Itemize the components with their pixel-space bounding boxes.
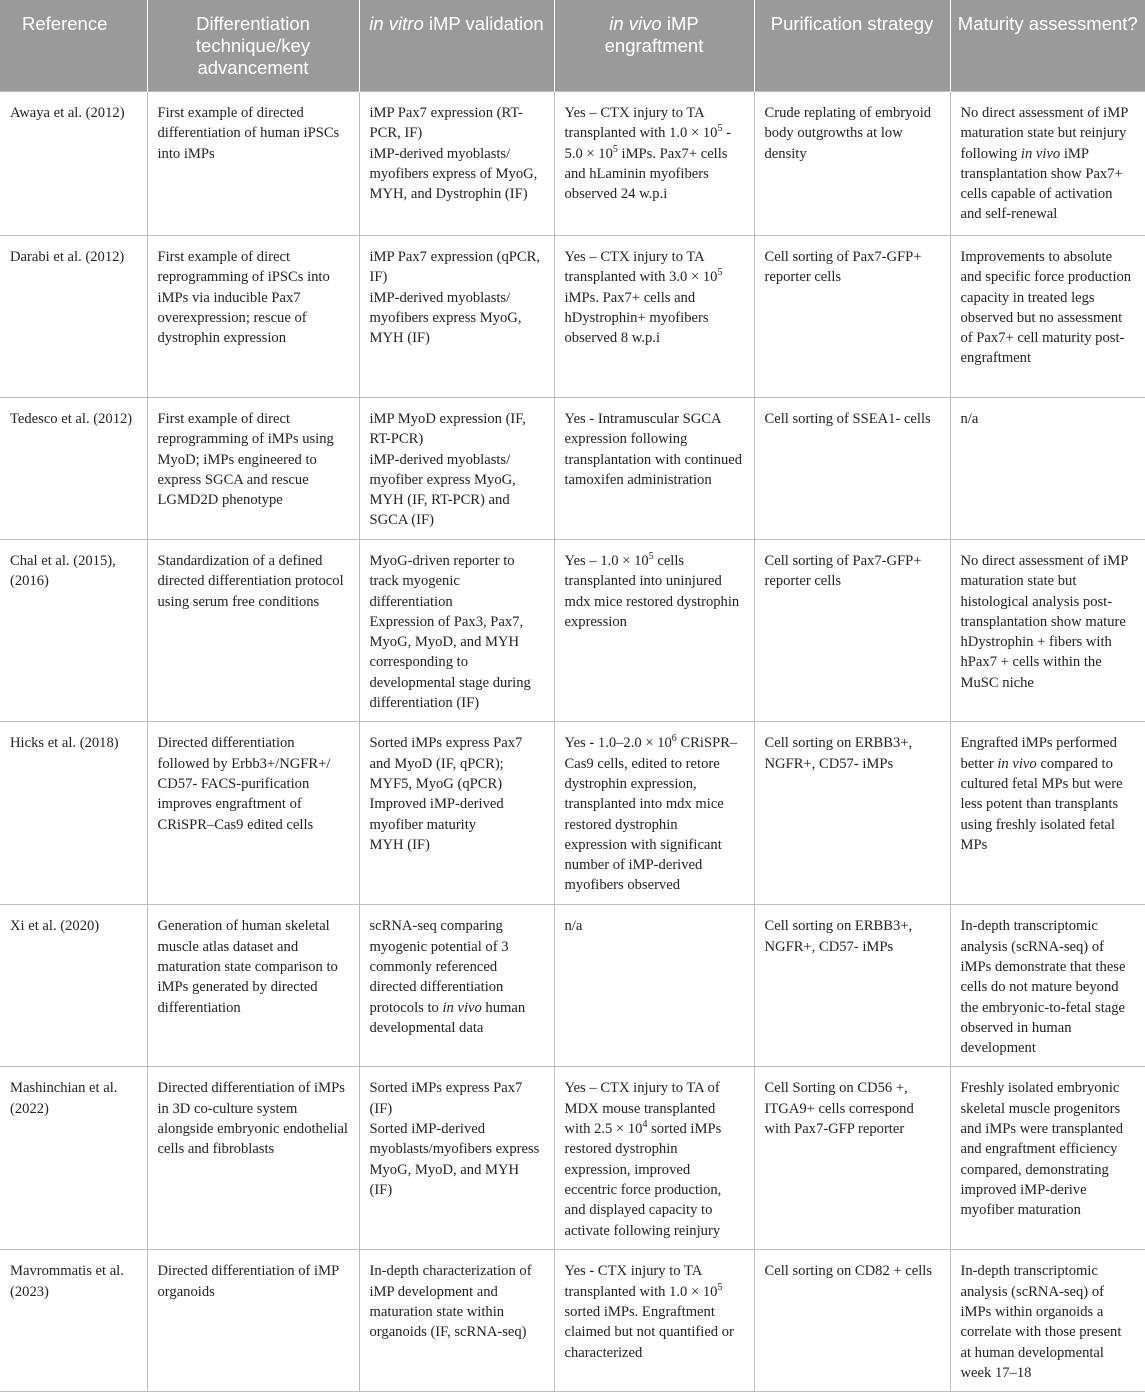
in-vitro-validation-cell: Sorted iMPs express Pax7 (IF) Sorted iMP-derived myoblasts/myofibers express MyoG, MyoD, and MYH (IF) [359,1067,554,1250]
technique-cell: First example of direct reprogramming of iMPs using MyoD; iMPs engineered to express SGCA and rescue LGMD2D phenotype [147,398,359,540]
table-row [0,398,1145,540]
table-body [0,92,1145,1392]
in-vivo-engraftment-cell: Yes – CTX injury to TA of MDX mouse transplanted with $2.5 \times 10^4$ sorted iMPs restored dystrophin expression, improved eccentric force production, and displayed capacity to activate following reinjury [554,1067,754,1250]
purification-cell: Cell sorting on CD82 + cells [754,1250,950,1392]
in-vivo-engraftment-cell: Yes - Intramuscular SGCA expression following transplantation with continued tamoxifen administration [554,398,754,540]
purification-cell: Cell sorting of SSEA1- cells [754,398,950,540]
header-purification: Purification strategy [754,0,950,92]
in-vivo-engraftment-cell: Yes - $1.0-2.0 \times 10^6$ CRiSPR–Cas9 cells, edited to retore dystrophin expression, transplanted into mdx mice restored dystrophin expression with significant number of iMP-derived myofibers observed [554,722,754,905]
maturity-cell: n/a [950,398,1145,540]
reference-cell: Chal et al. (2015), (2016) [0,540,147,722]
in-vitro-validation-cell: iMP Pax7 expression (RT-PCR, IF) iMP-derived myoblasts/ myofibers express of MyoG, MYH, and Dystrophin (IF) [359,92,554,236]
in-vivo-engraftment-cell: Yes – CTX injury to TA transplanted with $1.0 \times 10^5 - 5.0 \times 10^5$ iMPs. Pax7+ cells and hLaminin myofibers observed 24 w.p.i [554,92,754,236]
table-row [0,905,1145,1067]
reference-cell: Mavrommatis et al. (2023) [0,1250,147,1392]
header-technique: Differentiation technique/key advancement [147,0,359,92]
header-in-vivo-engraftment [554,0,754,92]
maturity-cell: Freshly isolated embryonic skeletal muscle progenitors and iMPs were transplanted and engraftment efficiency compared, demonstrating improved iMP-derive myofiber maturation [950,1067,1145,1250]
reference-cell: Mashinchian et al. (2022) [0,1067,147,1250]
maturity-cell: In-depth transcriptomic analysis (scRNA-seq) of iMPs demonstrate that these cells do not mature beyond the embryonic-to-fetal stage observed in human development [950,905,1145,1067]
purification-cell: Cell Sorting on CD56 +, ITGA9+ cells correspond with Pax7-GFP reporter [754,1067,950,1250]
header-in-vitro-validation [359,0,554,92]
maturity-cell: In-depth transcriptomic analysis (scRNA-seq) of iMPs within organoids a correlate with those present at human developmental week 17–18 [950,1250,1145,1392]
header-in-vivo-rest: iMP engraftment [604,13,704,56]
technique-cell: Directed differentiation of iMP organoids [147,1250,359,1392]
in-vitro-validation-cell: Sorted iMPs express Pax7 and MyoD (IF, qPCR); MYF5, MyoG (qPCR) Improved iMP-derived myofiber maturity MYH (IF) [359,722,554,905]
header-in-vitro-rest: iMP validation [423,13,544,34]
table-row [0,236,1145,398]
maturity-cell: Improvements to absolute and specific force production capacity in treated legs observed but no assessment of Pax7+ cell maturity post-engraftment [950,236,1145,398]
reference-cell: Tedesco et al. (2012) [0,398,147,540]
table-row [0,722,1145,905]
header-maturity: Maturity assessment? [950,0,1145,92]
purification-cell: Cell sorting on ERBB3+, NGFR+, CD57- iMPs [754,905,950,1067]
table-row [0,1250,1145,1392]
reference-cell: Xi et al. (2020) [0,905,147,1067]
purification-cell: Crude replating of embryoid body outgrowths at low density [754,92,950,236]
reference-cell: Awaya et al. (2012) [0,92,147,236]
technique-cell: First example of direct reprogramming of iPSCs into iMPs via inducible Pax7 overexpression; rescue of dystrophin expression [147,236,359,398]
table-row [0,1067,1145,1250]
in-vivo-engraftment-cell: Yes – $1.0 \times 10^5$ cells transplanted into uninjured mdx mice restored dystrophin expression [554,540,754,722]
in-vitro-validation-cell: scRNA-seq comparing myogenic potential of 3 commonly referenced directed differentiation protocols to in vivo human developmental data [359,905,554,1067]
header-reference: Reference [0,0,147,92]
technique-cell: First example of directed differentiation of human iPSCs into iMPs [147,92,359,236]
in-vitro-validation-cell: In-depth characterization of iMP development and maturation state within organoids (IF, scRNA-seq) [359,1250,554,1392]
maturity-cell: No direct assessment of iMP maturation state but histological analysis post-transplantation show mature hDystrophin + fibers with hPax7 + cells within the MuSC niche [950,540,1145,722]
in-vitro-validation-cell: iMP MyoD expression (IF, RT-PCR) iMP-derived myoblasts/ myofiber express MyoG, MYH (IF, RT-PCR) and SGCA (IF) [359,398,554,540]
header-in-vivo-italic: in vivo [609,13,662,34]
in-vivo-engraftment-cell: Yes - CTX injury to TA transplanted with $1.0 \times 10^5$ sorted iMPs. Engraftment claimed but not quantified or characterized [554,1250,754,1392]
purification-cell: Cell sorting on ERBB3+, NGFR+, CD57- iMPs [754,722,950,905]
purification-cell: Cell sorting of Pax7-GFP+ reporter cells [754,236,950,398]
technique-cell: Directed differentiation followed by Erbb3+/NGFR+/ CD57- FACS-purification improves engraftment of CRiSPR–Cas9 edited cells [147,722,359,905]
maturity-cell: Engrafted iMPs performed better in vivo compared to cultured fetal MPs but were less potent than transplants using freshly isolated fetal MPs [950,722,1145,905]
in-vivo-engraftment-cell: n/a [554,905,754,1067]
technique-cell: Standardization of a defined directed differentiation protocol using serum free conditions [147,540,359,722]
reference-cell: Darabi et al. (2012) [0,236,147,398]
in-vivo-engraftment-cell: Yes – CTX injury to TA transplanted with $3.0 \times 10^5$ iMPs. Pax7+ cells and hDystrophin+ myofibers observed 8 w.p.i [554,236,754,398]
maturity-cell: No direct assessment of iMP maturation state but reinjury following in vivo iMP transplantation show Pax7+ cells capable of activation and self-renewal [950,92,1145,236]
table-row [0,540,1145,722]
reference-cell: Hicks et al. (2018) [0,722,147,905]
purification-cell: Cell sorting of Pax7-GFP+ reporter cells [754,540,950,722]
header-row [0,0,1145,92]
technique-cell: Generation of human skeletal muscle atlas dataset and maturation state comparison to iMPs generated by directed differentiation [147,905,359,1067]
table-row [0,92,1145,236]
technique-cell: Directed differentiation of iMPs in 3D co-culture system alongside embryonic endothelial cells and fibroblasts [147,1067,359,1250]
in-vitro-validation-cell: iMP Pax7 expression (qPCR, IF) iMP-derived myoblasts/ myofibers express MyoG, MYH (IF) [359,236,554,398]
header-in-vitro-italic: in vitro [369,13,424,34]
in-vitro-validation-cell: MyoG-driven reporter to track myogenic differentiation Expression of Pax3, Pax7, MyoG, MyoD, and MYH corresponding to developmental stage during differentiation (IF) [359,540,554,722]
